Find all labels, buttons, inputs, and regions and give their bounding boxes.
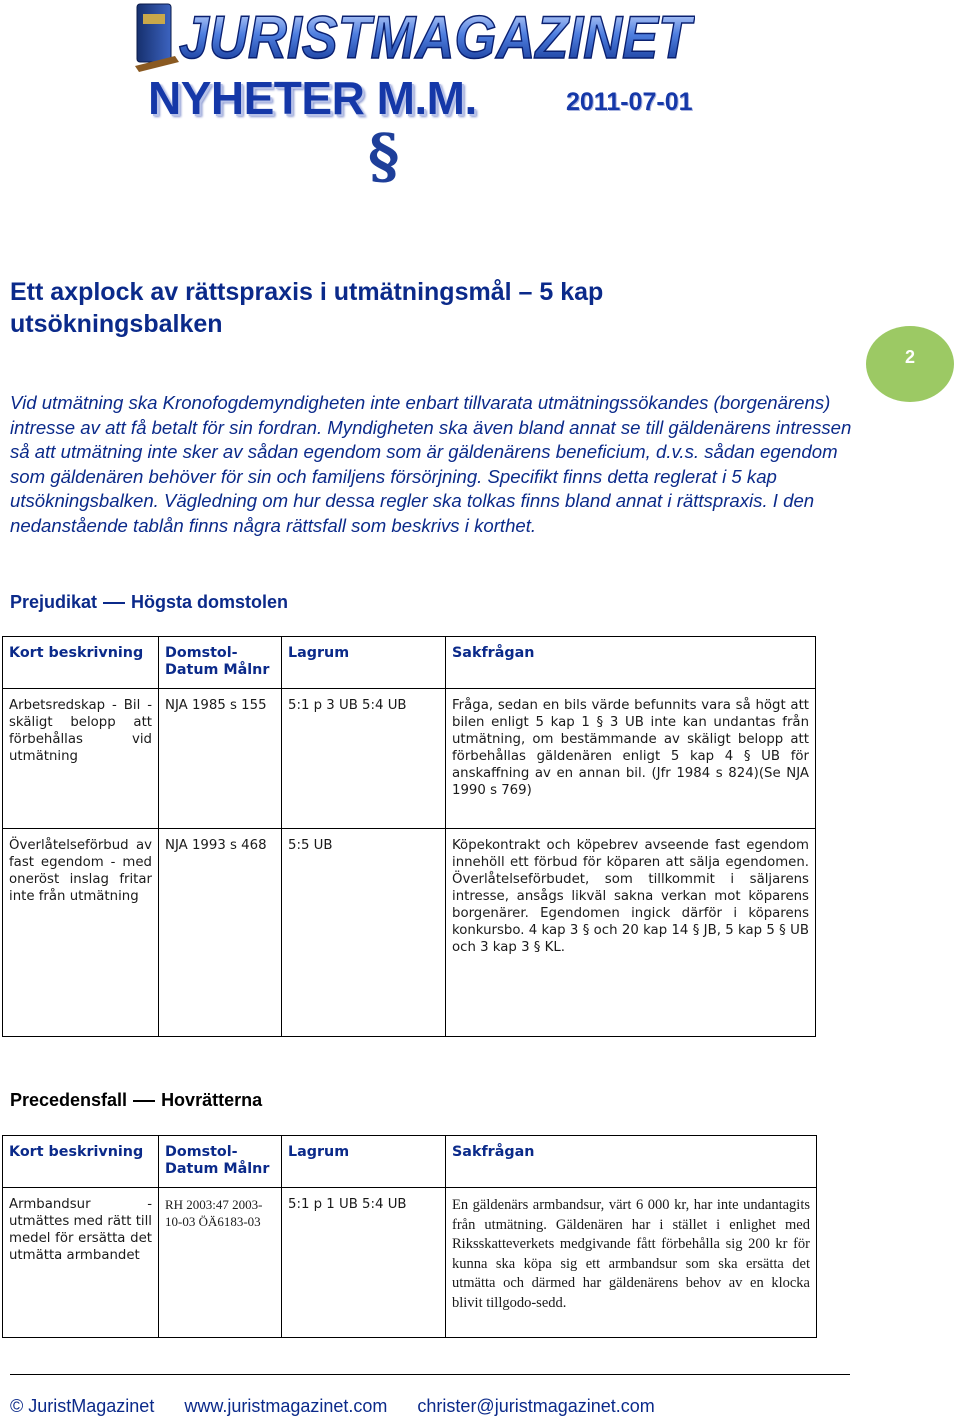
case-description: Överlåtelseförbud av fast egendom - med oneröst inslag fritar inte från utmätning (3, 829, 159, 1037)
section-heading-right: Högsta domstolen (131, 592, 289, 612)
case-reference: NJA 1993 s 468 (159, 829, 282, 1037)
section-heading-precedensfall (10, 1090, 262, 1111)
footer-divider (10, 1374, 850, 1375)
case-statute: 5:5 UB (282, 829, 446, 1037)
section-heading-left: Precedensfall (10, 1090, 128, 1110)
case-reference: NJA 1985 s 155 (159, 689, 282, 829)
table-header-row (3, 637, 816, 689)
juristmagazinet-logo (135, 0, 695, 72)
section-heading-right: Hovrätterna (161, 1090, 263, 1110)
heading-dash (103, 602, 125, 604)
column-header: Domstol-Datum Målnr (159, 1136, 282, 1188)
column-header: Domstol-Datum Målnr (159, 637, 282, 689)
intro-paragraph: Vid utmätning ska Kronofogdemyndigheten inte enbart tillvarata utmätningssökandes (borgenärens) intresse av att få betalt för sin fordran. Myndigheten ska även bland annat se till gäldenärens intressen så att utmätning inte sker av sådan egendom som är gäldenärens beneficium, d.v.s. sådan egendom som gäldenären behöver för sin och familjens försörjning. Specifikt finns detta reglerat i 5 kap utsökningsbalken. Vägledning om hur dessa regler ska tolkas finns bland annat i rättspraxis. I den nedanstående tablån finns några rättsfall som beskrivs i korthet. (10, 392, 852, 536)
case-description: Armbandsur - utmättes med rätt till medel för ersätta det utmätta armbandet (3, 1188, 159, 1338)
caselaw-table-supreme-court (2, 636, 816, 1037)
column-header: Sakfrågan (446, 1136, 817, 1188)
case-description: Arbetsredskap - Bil - skäligt belopp att förbehållas vid utmätning (3, 689, 159, 829)
table-row (3, 689, 816, 829)
column-header: Lagrum (282, 1136, 446, 1188)
publication-date: 2011-07-01 (566, 88, 693, 116)
case-reference: RH 2003:47 2003-10-03 ÖÄ6183-03 (159, 1188, 282, 1338)
case-statute: 5:1 p 1 UB 5:4 UB (282, 1188, 446, 1338)
case-statute: 5:1 p 3 UB 5:4 UB (282, 689, 446, 829)
heading-dash (133, 1100, 155, 1102)
case-issue: En gäldenärs armbandsur, värt 6 000 kr, har inte undantagits från utmätning. Gäldenären har i stället i enlighet med Riksskatteverkets medgivande fått förbehålla sig 200 kr för kunna ska köpa sig ett armbandsur som ska ersätta det utmätta och därmed har gäldenärens behov av en klocka blivit tillgodo-sedd. (446, 1188, 817, 1338)
page-number-badge: 2 (866, 326, 954, 402)
column-header: Kort beskrivning (3, 1136, 159, 1188)
footer-email-link[interactable]: christer@juristmagazinet.com (417, 1396, 655, 1416)
case-issue: Köpekontrakt och köpebrev avseende fast egendom innehöll ett förbud för köparen att sälja egendomen. Överlåtelseförbudet, som tillkommit i säljarens intresse, ansågs likväl sakna verkan mot köparens borgenärer. Egendomen ingick därför i köparens konkursbo. 4 kap 3 § och 20 kap 14 § JB, 5 kap 5 § UB och 3 kap 3 § KL. (446, 829, 816, 1037)
paragraph-sign-icon: § (368, 122, 400, 192)
table-header-row (3, 1136, 817, 1188)
table-row (3, 1188, 817, 1338)
article-title: Ett axplock av rättspraxis i utmätningsmål – 5 kap utsökningsbalken (10, 278, 604, 338)
section-heading-prejudikat (10, 592, 288, 613)
footer-website-link[interactable]: www.juristmagazinet.com (184, 1396, 388, 1416)
caselaw-table-court-of-appeal (2, 1135, 817, 1338)
svg-text:JURISTMAGAZINET: JURISTMAGAZINET (179, 4, 695, 71)
section-heading-left: Prejudikat (10, 592, 98, 612)
footer-copyright: © JuristMagazinet (10, 1396, 155, 1416)
table-row (3, 829, 816, 1037)
column-header: Lagrum (282, 637, 446, 689)
case-issue: Fråga, sedan en bils värde befunnits vara så högt att bilen enligt 5 kap 1 § 3 UB inte kan undantas från utmätning, om bestämmande av skäligt belopp att förbehållas gäldenären enligt 5 kap 4 § UB för anskaffning av en annan bil. (Jfr 1984 s 824)(Se NJA 1990 s 769) (446, 689, 816, 829)
page-footer (10, 1396, 655, 1417)
column-header: Sakfrågan (446, 637, 816, 689)
section-title: NYHETER M.M. (148, 72, 477, 124)
column-header: Kort beskrivning (3, 637, 159, 689)
